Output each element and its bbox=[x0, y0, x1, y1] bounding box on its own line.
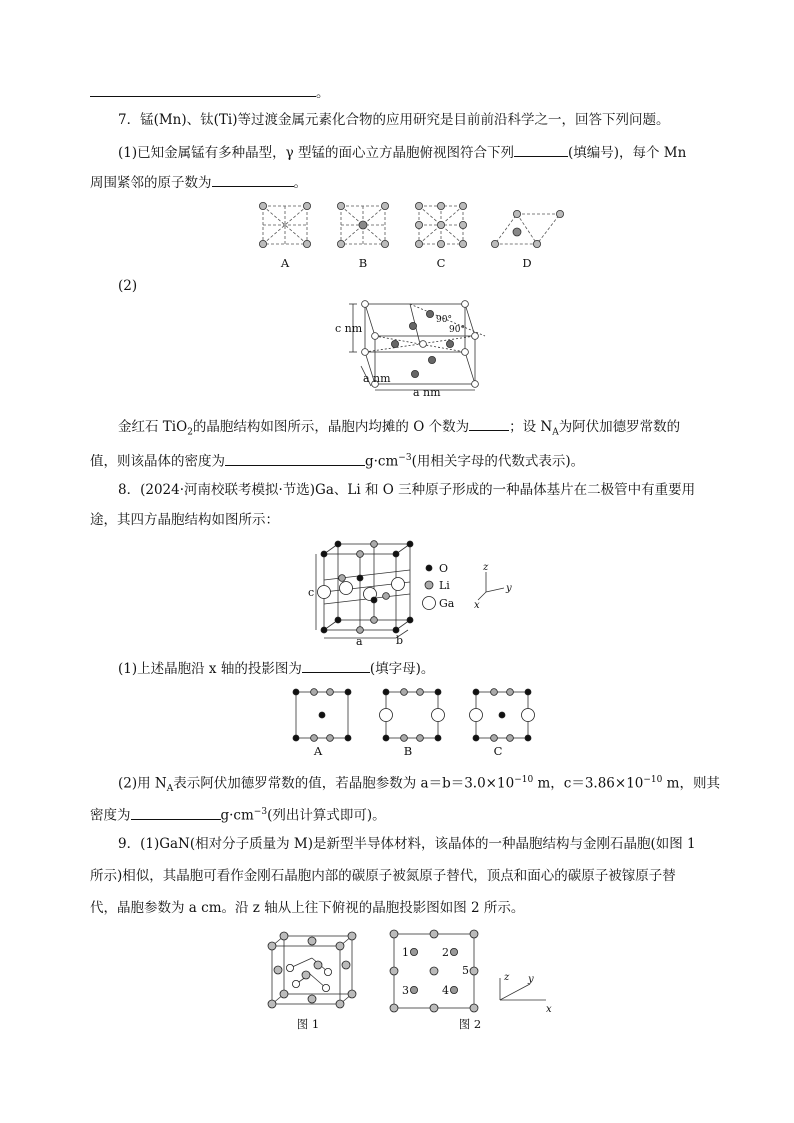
svg-text:z: z bbox=[483, 562, 489, 573]
q8-tetragonal-cell-figure bbox=[308, 540, 528, 646]
svg-text:2: 2 bbox=[442, 946, 449, 959]
svg-text:b: b bbox=[396, 634, 404, 646]
svg-text:1: 1 bbox=[402, 946, 409, 959]
q8-part2-line2: 密度为 $g\cdot cm^{-3}$(列出计算式即可)。 bbox=[90, 802, 710, 826]
q7-part2-label: (2) bbox=[118, 278, 138, 294]
fig1-caption: 图 1 bbox=[296, 1017, 320, 1031]
option-label-a: A bbox=[280, 256, 290, 270]
tio2-cell-figure bbox=[335, 296, 495, 396]
svg-text:y: y bbox=[506, 583, 512, 594]
svg-text:z: z bbox=[504, 972, 510, 983]
svg-text:a: a bbox=[356, 635, 363, 646]
q7-part2-line1: 金红石 TiO$_2$的晶胞结构如图所示，晶胞内均摊的 O 个数为 ；设 $N_A$为阿伏加德罗常数的 bbox=[118, 416, 710, 443]
fig2-caption: 图 2 bbox=[458, 1017, 482, 1031]
q7-part2-line2: 值，则该晶体的密度为 $g\cdot cm^{-3}$(用相关字母的代数式表示)。 bbox=[90, 448, 710, 472]
q8-part1: (1)上述晶胞沿 x 轴的投影图为 (填字母)。 bbox=[118, 658, 710, 679]
svg-text:y: y bbox=[528, 974, 534, 985]
q8-part2-line1: (2)用 $N_A$表示阿伏加德罗常数的值，若晶胞参数为 $a=b=3.0\times 10^{-10}$ m，$c=3.86\times 10^{-10}$ m，则其 bbox=[118, 775, 720, 795]
svg-text:90°: 90° bbox=[436, 315, 452, 325]
svg-text:5: 5 bbox=[462, 964, 469, 977]
q7-stem: 7．锰(Mn)、钛(Ti)等过渡金属元素化合物的应用研究是目前前沿科学之一，回答下列问题。 bbox=[118, 112, 670, 128]
legend-li: Li bbox=[439, 579, 450, 592]
legend-o: O bbox=[439, 562, 449, 575]
top-answer-line: 。 bbox=[90, 82, 710, 103]
option-label-c: C bbox=[436, 256, 446, 270]
q7-part1-line1: (1)已知金属锰有多种晶型，γ 型锰的面心立方晶胞俯视图符合下列 (填编号)，每个 Mn bbox=[118, 142, 710, 163]
svg-text:4: 4 bbox=[442, 984, 449, 997]
q7-part1-line2: 周围紧邻的原子数为 。 bbox=[90, 172, 710, 193]
answer-blank[interactable] bbox=[90, 82, 316, 97]
svg-text:c: c bbox=[308, 586, 315, 599]
answer-blank[interactable] bbox=[131, 805, 221, 820]
dim-c-label: c nm bbox=[335, 322, 363, 335]
option-label-b: B bbox=[358, 256, 368, 270]
q8-option-c: C bbox=[493, 744, 503, 758]
answer-blank[interactable] bbox=[212, 172, 294, 187]
q8-option-b: B bbox=[403, 744, 413, 758]
dim-a-diag-label: a nm bbox=[363, 372, 391, 385]
option-label-d: D bbox=[522, 256, 532, 270]
answer-blank[interactable] bbox=[302, 658, 370, 673]
dim-a-bottom-label: a nm bbox=[413, 386, 441, 396]
svg-text:90°: 90° bbox=[449, 325, 465, 335]
svg-text:x: x bbox=[474, 600, 480, 611]
answer-blank[interactable] bbox=[514, 142, 568, 157]
answer-blank[interactable] bbox=[225, 451, 365, 466]
q8-options-figure bbox=[288, 686, 548, 742]
q9-line3: 代，晶胞参数为 a cm。沿 z 轴从上往下俯视的晶胞投影图如图 2 所示。 bbox=[90, 900, 525, 916]
q8-stem-line2: 途，其四方晶胞结构如图所示： bbox=[90, 512, 279, 528]
q9-line1: 9．(1)GaN(相对分子质量为 M)是新型半导体材料，该晶体的一种晶胞结构与金刚石晶胞(如图 1 bbox=[118, 836, 696, 852]
q9-figures bbox=[260, 928, 560, 1018]
answer-blank[interactable] bbox=[469, 416, 509, 431]
q8-option-a: A bbox=[313, 744, 323, 758]
svg-text:x: x bbox=[546, 1004, 552, 1015]
legend-ga: Ga bbox=[439, 597, 455, 610]
svg-text:3: 3 bbox=[402, 984, 409, 997]
q8-stem-line1: 8．(2024·河南校联考模拟·节选)Ga、Li 和 O 三种原子形成的一种晶体基片在二极管中有重要用 bbox=[118, 482, 696, 498]
q9-line2: 所示)相似，其晶胞可看作金刚石晶胞内部的碳原子被氮原子替代，顶点和面心的碳原子被镓原子替 bbox=[90, 868, 676, 884]
